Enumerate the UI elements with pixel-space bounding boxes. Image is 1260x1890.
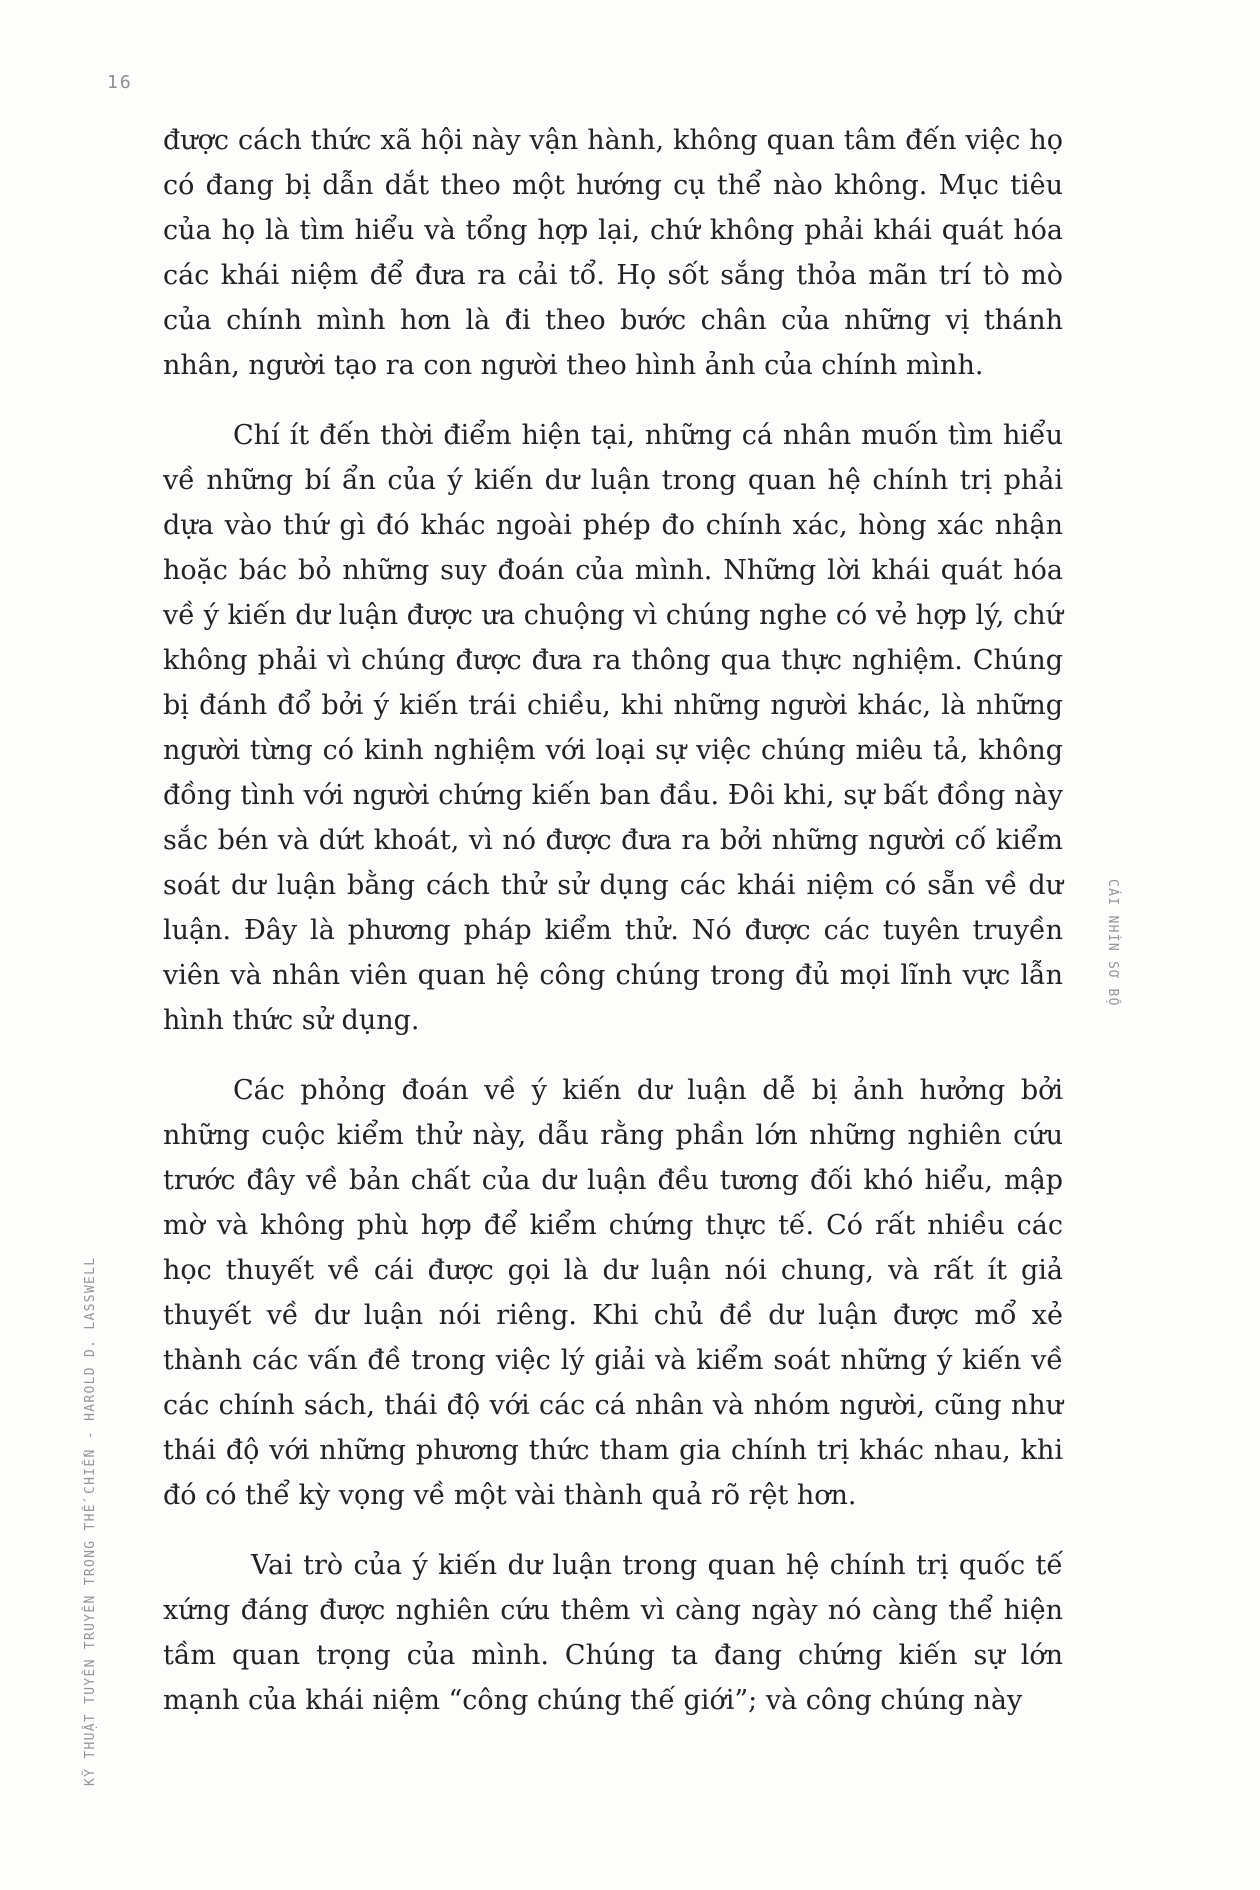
running-title-book: KỸ THUẬT TUYÊN TRUYỀN TRONG THẾ CHIẾN - HAROLD D. LASSWELL	[83, 1256, 98, 1786]
paragraph: Các phỏng đoán về ý kiến dư luận dễ bị ảnh hưởng bởi những cuộc kiểm thử này, dẫu rằng phần lớn những nghiên cứu trước đây về bản chất của dư luận đều tương đối khó hiểu, mập mờ và không phù hợp để kiểm chứng thực tế. Có rất nhiều các học thuyết về cái được gọi là dư luận nói chung, và rất ít giả thuyết về dư luận nói riêng. Khi chủ đề dư luận được mổ xẻ thành các vấn đề trong việc lý giải và kiểm soát những ý kiến về các chính sách, thái độ với các cá nhân và nhóm người, cũng như thái độ với những phương thức tham gia chính trị khác nhau, khi đó có thể kỳ vọng về một vài thành quả rõ rệt hơn.	[163, 1075, 1063, 1511]
paragraph-continuation: được cách thức xã hội này vận hành, không quan tâm đến việc họ có đang bị dẫn dắt theo một hướng cụ thể nào không. Mục tiêu của họ là tìm hiểu và tổng hợp lại, chứ không phải khái quát hóa các khái niệm để đưa ra cải tổ. Họ sốt sắng thỏa mãn trí tò mò của chính mình hơn là đi theo bước chân của những vị thánh nhân, người tạo ra con người theo hình ảnh của chính mình.	[163, 125, 1063, 381]
paragraph: Chí ít đến thời điểm hiện tại, những cá nhân muốn tìm hiểu về những bí ẩn của ý kiến dư luận trong quan hệ chính trị phải dựa vào thứ gì đó khác ngoài phép đo chính xác, hòng xác nhận hoặc bác bỏ những suy đoán của mình. Những lời khái quát hóa về ý kiến dư luận được ưa chuộng vì chúng nghe có vẻ hợp lý, chứ không phải vì chúng được đưa ra thông qua thực nghiệm. Chúng bị đánh đổ bởi ý kiến trái chiều, khi những người khác, là những người từng có kinh nghiệm với loại sự việc chúng miêu tả, không đồng tình với người chứng kiến ban đầu. Đôi khi, sự bất đồng này sắc bén và dứt khoát, vì nó được đưa ra bởi những người cố kiểm soát dư luận bằng cách thử sử dụng các khái niệm có sẵn về dư luận. Đây là phương pháp kiểm thử. Nó được các tuyên truyền viên và nhân viên quan hệ công chúng trong đủ mọi lĩnh vực lẫn hình thức sử dụng.	[163, 420, 1063, 1036]
running-title-chapter: CÁI NHÌN SƠ BỘ	[1105, 879, 1120, 1007]
body-text-column	[163, 118, 1063, 1723]
page-number: 16	[107, 72, 133, 93]
paragraph: Vai trò của ý kiến dư luận trong quan hệ chính trị quốc tế xứng đáng được nghiên cứu thêm vì càng ngày nó càng thể hiện tầm quan trọng của mình. Chúng ta đang chứng kiến sự lớn mạnh của khái niệm “công chúng thế giới”; và công chúng này	[163, 1550, 1063, 1716]
